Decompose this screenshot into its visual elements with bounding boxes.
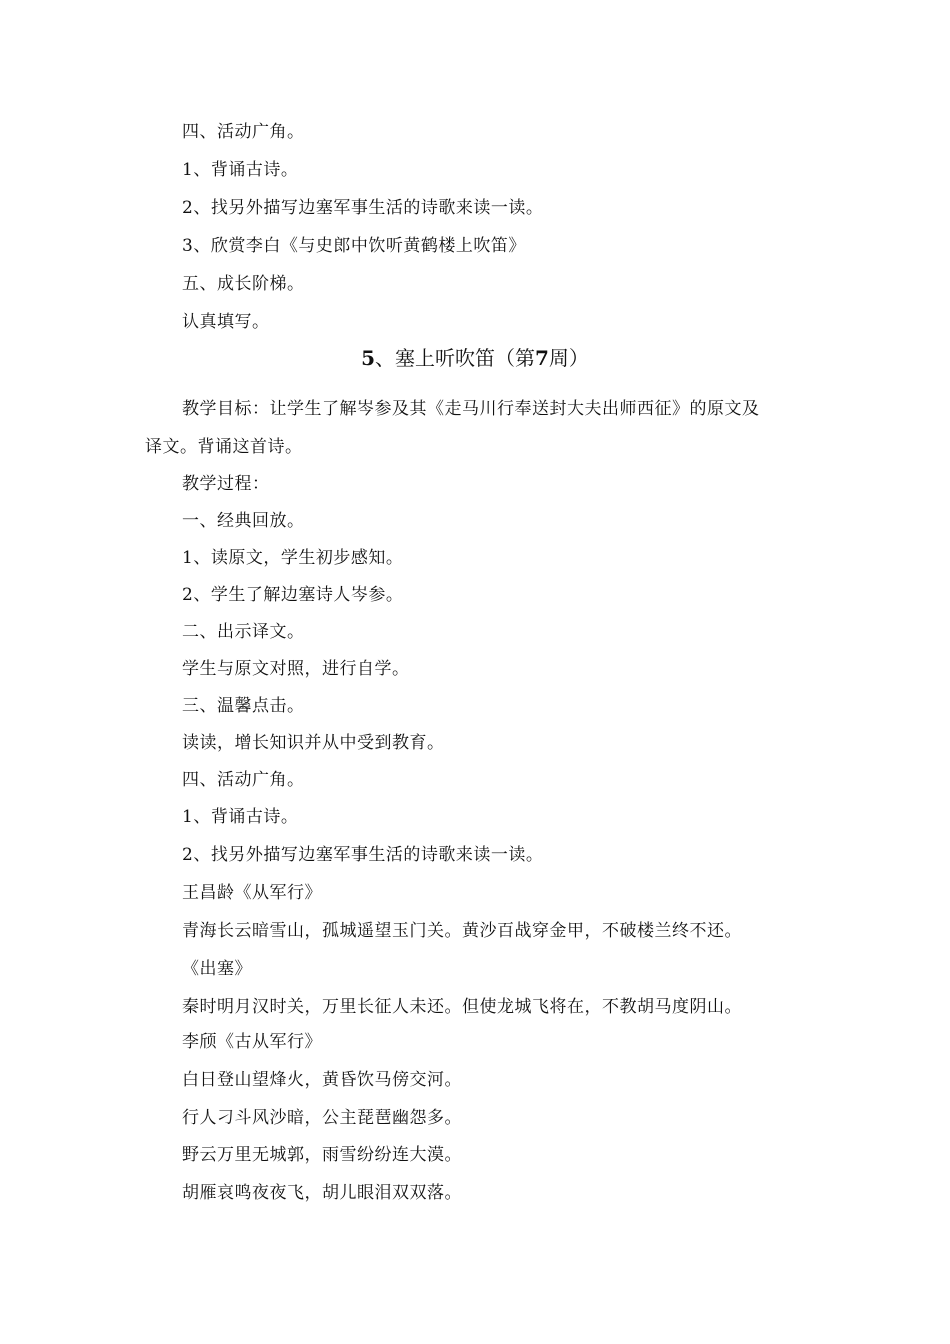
poem-line: 白日登山望烽火，黄昏饮马傍交河。 [182, 1070, 462, 1090]
list-item: 2、学生了解边塞诗人岑参。 [182, 585, 404, 605]
paragraph: 认真填写。 [182, 312, 270, 332]
list-item: 1、读原文，学生初步感知。 [182, 548, 404, 568]
poem-text: 青海长云暗雪山，孤城遥望玉门关。黄沙百战穿金甲，不破楼兰终不还。 [182, 921, 742, 941]
heading-tips: 三、温馨点击。 [182, 696, 305, 716]
list-item: 1、背诵古诗。 [182, 160, 299, 180]
heading-activity: 四、活动广角。 [182, 122, 305, 142]
poem-text: 秦时明月汉时关，万里长征人未还。但使龙城飞将在，不教胡马度阴山。 [182, 997, 742, 1017]
title-week: 7 [535, 346, 549, 370]
poem-line: 野云万里无城郭，雨雪纷纷连大漠。 [182, 1145, 462, 1165]
title-end: 周） [548, 346, 589, 370]
heading-growth: 五、成长阶梯。 [182, 274, 305, 294]
list-item: 2、找另外描写边塞军事生活的诗歌来读一读。 [182, 845, 544, 865]
title-text: 、塞上听吹笛（第 [375, 346, 535, 370]
teaching-goal: 教学目标：让学生了解岑参及其《走马川行奉送封大夫出师西征》的原文及 [182, 399, 760, 419]
paragraph: 学生与原文对照，进行自学。 [182, 659, 410, 679]
poem-line: 行人刁斗风沙暗，公主琵琶幽怨多。 [182, 1108, 462, 1128]
heading-activity: 四、活动广角。 [182, 770, 305, 790]
heading-process: 教学过程： [182, 474, 270, 494]
paragraph: 读读，增长知识并从中受到教育。 [182, 733, 445, 753]
poem-title: 李颀《古从军行》 [182, 1032, 322, 1052]
poem-title: 《出塞》 [182, 959, 252, 979]
poem-line: 胡雁哀鸣夜夜飞，胡儿眼泪双双落。 [182, 1183, 462, 1203]
poem-title: 王昌龄《从军行》 [182, 883, 322, 903]
teaching-goal-continued: 译文。背诵这首诗。 [145, 437, 303, 457]
title-number: 5 [361, 346, 375, 370]
list-item: 2、找另外描写边塞军事生活的诗歌来读一读。 [182, 198, 544, 218]
list-item: 1、背诵古诗。 [182, 807, 299, 827]
lesson-title [0, 345, 950, 371]
heading-translation: 二、出示译文。 [182, 622, 305, 642]
heading-classic-review: 一、经典回放。 [182, 511, 305, 531]
list-item: 3、欣赏李白《与史郎中饮听黄鹤楼上吹笛》 [182, 236, 526, 256]
